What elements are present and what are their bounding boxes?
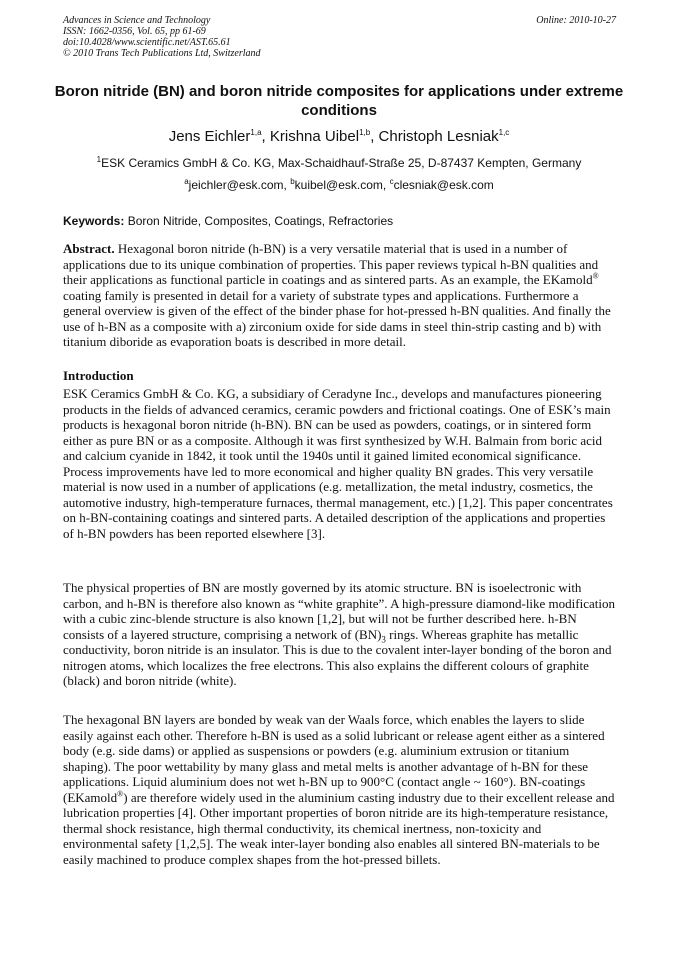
email-list: $^a$jeichler@esk.com, $^b$kuibel@esk.com, $^c$clesniak@esk.com [184,177,494,192]
keywords [63,214,616,229]
registered-mark: ® [592,271,599,281]
intro-paragraph-2 [63,580,616,689]
email-sup: a [184,177,189,186]
doi: doi:10.4028/www.scientific.net/AST.65.61 [63,37,231,48]
author-sup: 1,c [498,128,510,137]
keywords-label: Keywords: [63,214,125,228]
paragraph-text: rings. Whereas graphite has metallic conductivity, boron nitride is an insulator. This is due to the covalent inter-layer bonding of the boron and nitrogen atoms, which localizes the free electrons. This also explains the different colours of graphite (black) and boron nitride (white). [63,626,612,688]
email-link[interactable]: jeichler@esk.com [188,178,284,192]
section-heading-introduction: Introduction [63,368,134,383]
paper-title: Boron nitride (BN) and boron nitride composites for applications under extreme conditions [54,83,624,119]
email-sup: c [389,177,394,186]
abstract [63,241,616,350]
subscript: 3 [381,634,386,645]
email-link[interactable]: kuibel@esk.com [294,178,383,192]
keywords-text: Boron Nitride, Composites, Coatings, Refractories [127,214,394,228]
author-name: Jens Eichler [168,128,251,145]
intro-paragraph-3 [63,712,616,867]
email-sup: b [290,177,295,186]
journal-name: Advances in Science and Technology [63,15,211,26]
author-name: Christoph Lesniak [378,128,499,145]
copyright: © 2010 Trans Tech Publications Ltd, Switzerland [63,48,261,59]
online-date: Online: 2010-10-27 [536,15,616,26]
journal-header [63,15,616,59]
abstract-text-a: Hexagonal boron nitride (h-BN) is a very versatile material that is used in a number of applications due to its unique combination of properties. This paper reviews typical h-BN qualities and their applications as functional particle in coatings and as sintered parts. As an example, the EKamold [63,241,599,287]
paragraph-text: The physical properties of BN are mostly governed by its atomic structure. BN is isoelectronic with carbon, and h-BN is therefore also known as “white graphite”. A high-pressure diamond-like modification with a cubic zinc-blende structure is also known [1,2], but will not be further described here. h-BN consists of a layered structure, comprising a network of (BN) [63,580,615,642]
abstract-label: Abstract. [63,241,115,256]
author-sup: 1,b [359,128,371,137]
affiliation-text: ESK Ceramics GmbH & Co. KG, Max-Schaidhauf-Straße 25, D-87437 Kempten, Germany [101,156,582,170]
abstract-text-b: coating family is presented in detail for a variety of substrate types and applications. Furthermore a general overview is given of the effect of the binder phase for hot-pressed h-BN qualities. And finally the use of h-BN as a composite with a) zirconium oxide for side dams in steel thin-strip casting and b) with titanium diboride as evaporation boats is described in more detail. [63,287,611,349]
paragraph-text: ) are therefore widely used in the aluminium casting industry due to their excellent release and lubrication properties [4]. Other important properties of boron nitride are its high-temperature resistance, thermal shock resistance, high thermal conductivity, its chemical inertness, non-toxicity and environmental safety [1,2,5]. The weak inter-layer bonding also enables all sintered BN-materials to be easily machined to produce complex shapes from the hot-pressed billets. [63,789,615,867]
author-sup: 1,a [250,128,262,137]
affiliation [40,156,638,171]
intro-paragraph-1: ESK Ceramics GmbH & Co. KG, a subsidiary of Ceradyne Inc., develops and manufactures pioneering products in the fields of advanced ceramics, ceramic powders and frictional coatings. One of ESK’s main products is hexagonal boron nitride (h-BN). BN can be used as powders, coatings, or in sintered form either as pure BN or as a composite. Although it was first synthesized by W.H. Balmain from boric acid and calcium cyanide in 1842, it took until the 1940s until it gained limited economical significance. Process improvements have led to more economical and higher quality BN grades. This very versatile material is now used in a number of applications (e.g. metallization, the metal industry, cosmetics, the automotive industry, high-temperature furnaces, thermal management, etc.) [1,2]. This paper concentrates on h-BN-containing coatings and sintered parts. A detailed description of the applications and properties of h-BN powders has been reported elsewhere [3]. [63,386,613,541]
issn: ISSN: 1662-0356, Vol. 65, pp 61-69 [63,26,206,37]
email-link[interactable]: clesniak@esk.com [393,178,494,192]
author-list: Jens Eichler$^{1,a}$, Krishna Uibel$^{1,b}$, Christoph Lesniak$^{1,c}$ [168,128,510,145]
affiliation-sup: 1 [96,155,102,164]
paragraph-text: The hexagonal BN layers are bonded by weak van der Waals force, which enables the layers to slide easily against each other. Therefore h-BN is used as a solid lubricant or release agent either as a sintered body (e.g. side dams) or applied as suspensions or powders (e.g. aluminium extrusion or titanium shaping). The poor wettability by many glass and metal melts is another advantage of h-BN for these applications. Liquid aluminium does not wet h-BN up to 900°C (contact angle ~ 160°). BN-coatings (EKamold [63,712,605,805]
registered-mark: ® [117,789,124,799]
author-name: Krishna Uibel [269,128,360,145]
